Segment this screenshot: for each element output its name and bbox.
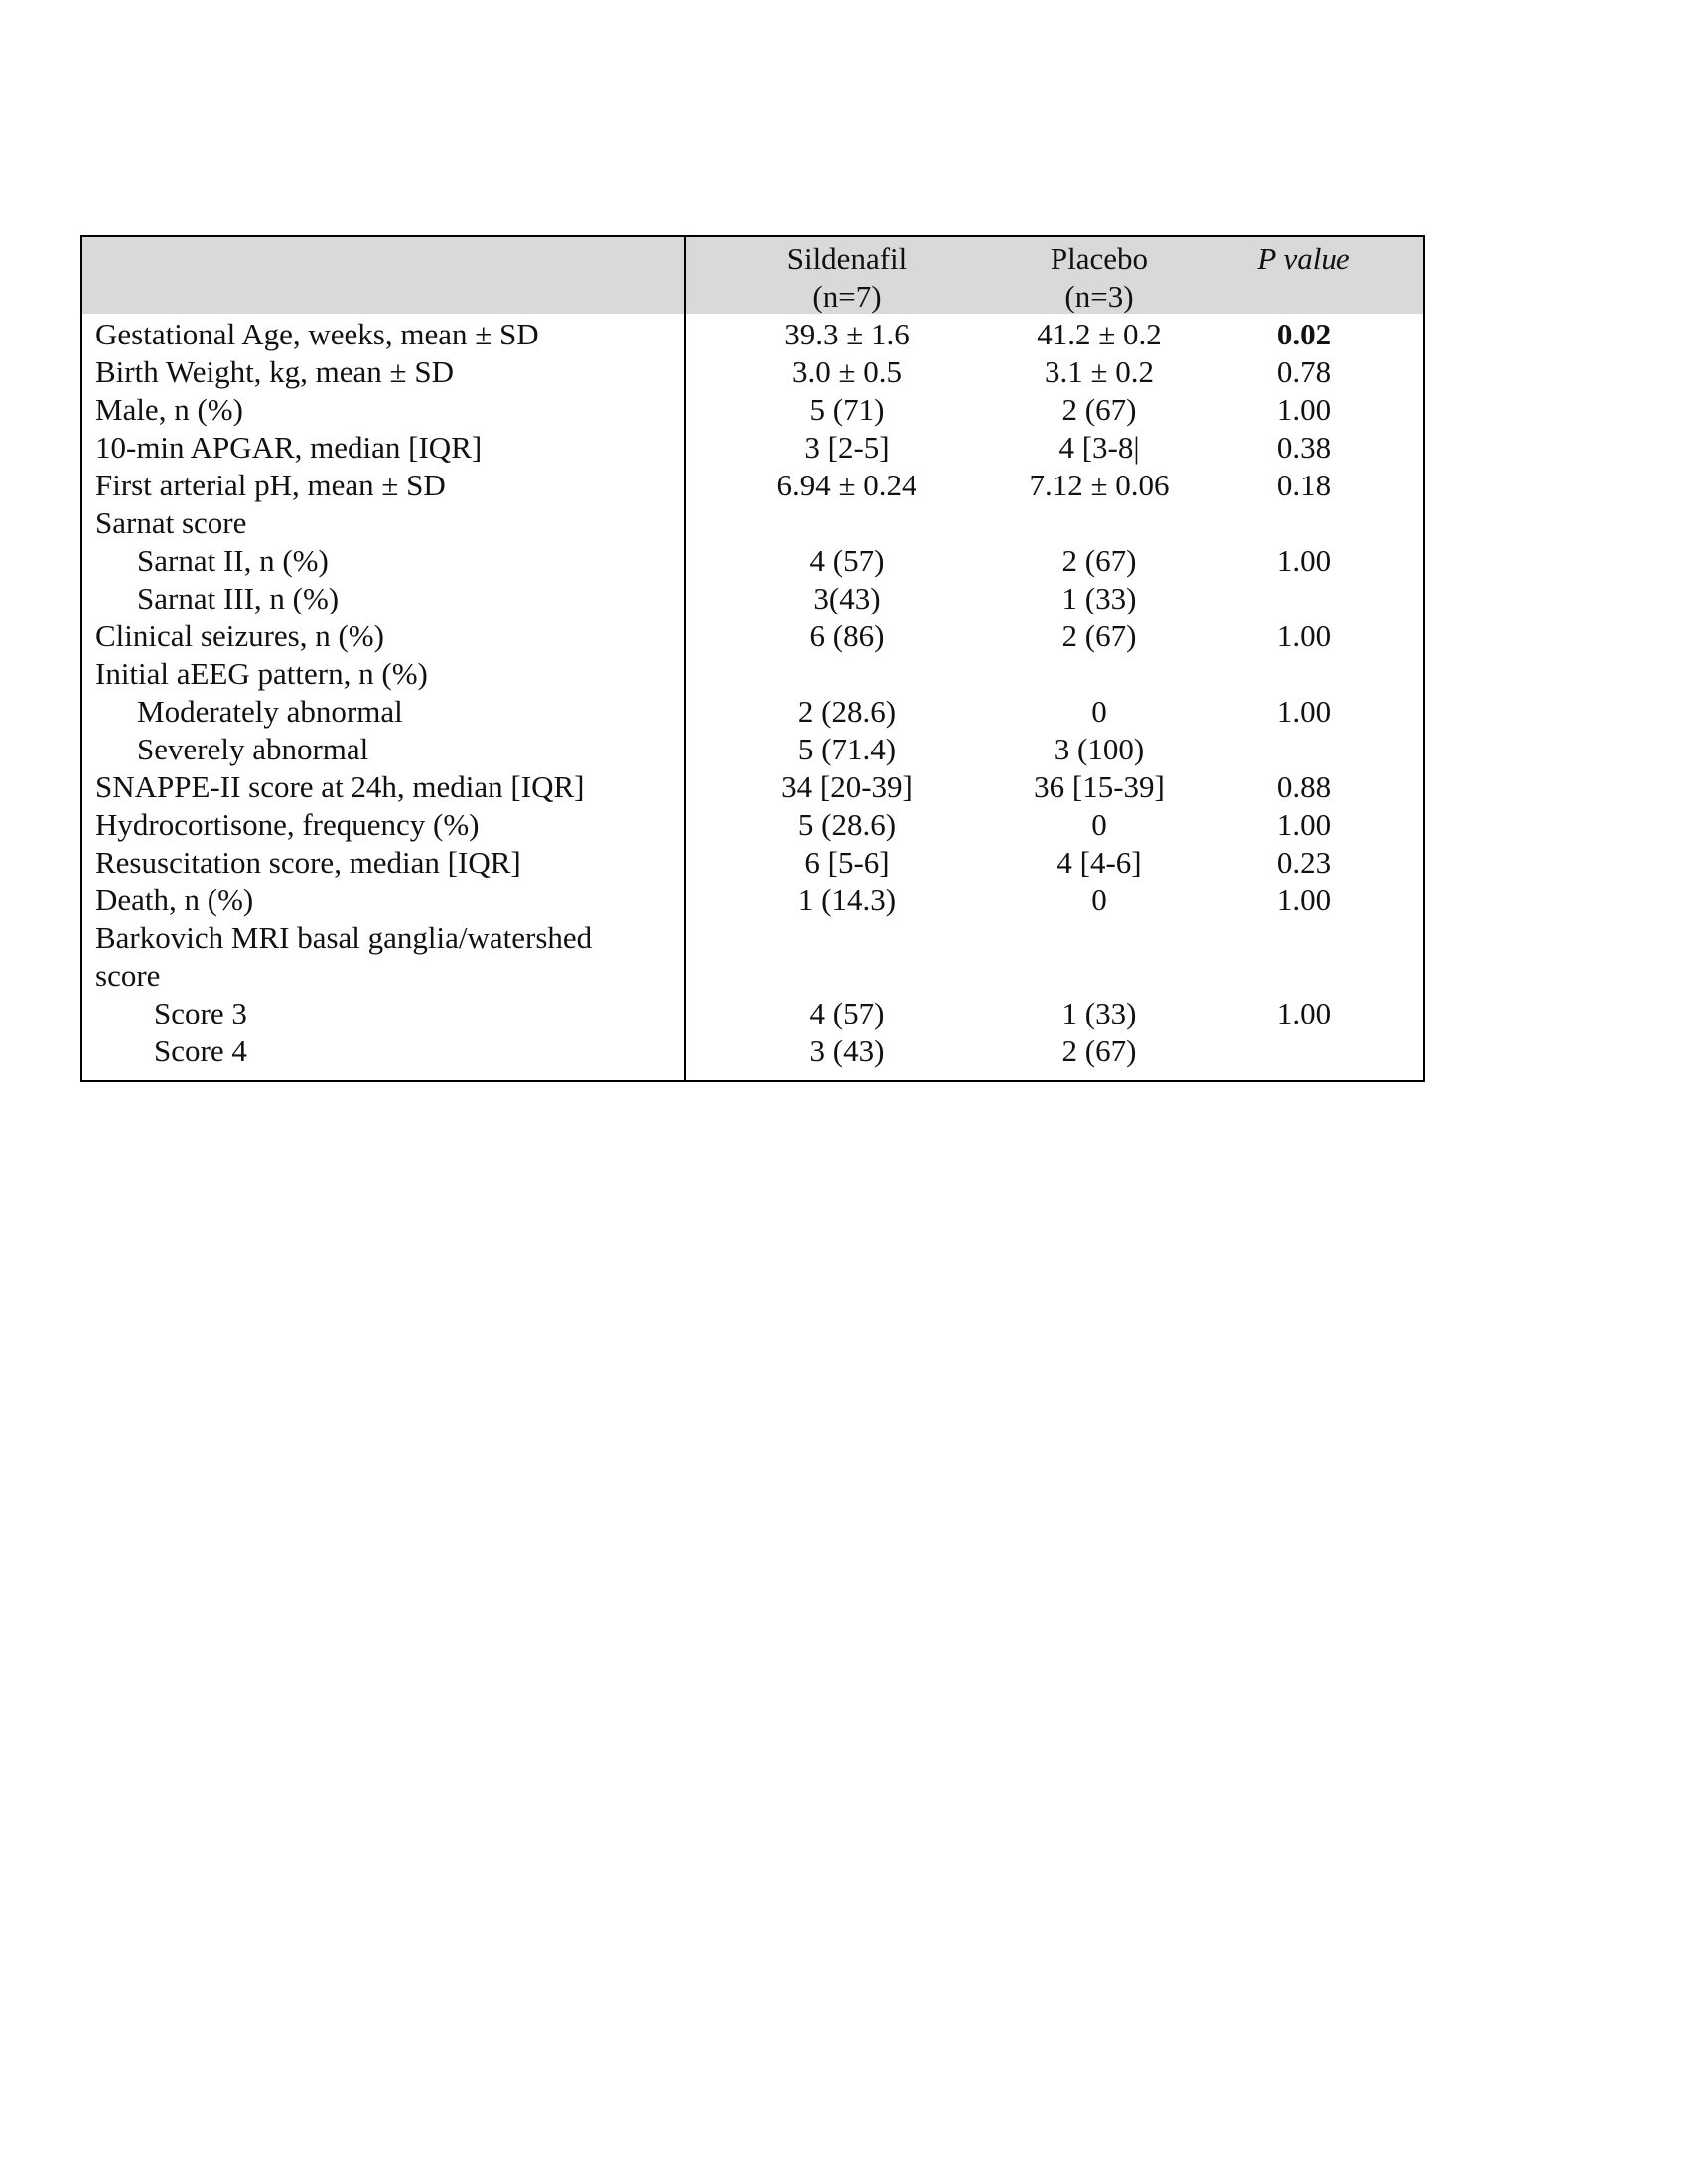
cell-placebo: 41.2 ± 0.2: [1037, 317, 1162, 351]
cell-sildenafil: 5 (71): [809, 392, 885, 427]
cell-p-value: 1.00: [1276, 996, 1332, 1030]
cell-placebo: 0: [1091, 694, 1107, 729]
header-p-value: P value: [1257, 241, 1350, 276]
cell-sildenafil: 5 (28.6): [797, 807, 897, 842]
cell-sildenafil: 3 [2-5]: [804, 430, 890, 465]
cell-sildenafil: 4 (57): [809, 543, 885, 578]
row-label: SNAPPE-II score at 24h, median [IQR]: [95, 769, 585, 804]
row-label: Score 3: [154, 996, 247, 1030]
row-label: Sarnat III, n (%): [137, 581, 340, 615]
baseline-characteristics-table: [80, 235, 1425, 1082]
row-label: Clinical seizures, n (%): [95, 618, 384, 653]
row-label: Birth Weight, kg, mean ± SD: [95, 354, 454, 389]
cell-p-value: 1.00: [1276, 807, 1332, 842]
cell-placebo: 1 (33): [1061, 581, 1137, 615]
cell-sildenafil: 4 (57): [809, 996, 885, 1030]
cell-placebo: 2 (67): [1061, 543, 1137, 578]
cell-sildenafil: 3.0 ± 0.5: [791, 354, 902, 389]
row-label: Initial aEEG pattern, n (%): [95, 656, 428, 691]
cell-sildenafil: 6 [5-6]: [804, 845, 890, 880]
cell-placebo: 2 (67): [1061, 618, 1137, 653]
cell-placebo: 3 (100): [1054, 732, 1145, 766]
cell-sildenafil: 6 (86): [809, 618, 885, 653]
row-label: Barkovich MRI basal ganglia/watershed: [95, 920, 593, 955]
cell-p-value: 1.00: [1276, 618, 1332, 653]
cell-placebo: 2 (67): [1061, 1033, 1137, 1068]
cell-sildenafil: 1 (14.3): [797, 883, 897, 917]
row-label: Severely abnormal: [137, 732, 369, 766]
cell-placebo: 4 [4-6]: [1056, 845, 1142, 880]
cell-p-value: 1.00: [1276, 883, 1332, 917]
cell-sildenafil: 3 (43): [809, 1033, 885, 1068]
row-label: Gestational Age, weeks, mean ± SD: [95, 317, 539, 351]
cell-placebo: 3.1 ± 0.2: [1044, 354, 1154, 389]
cell-p-value: 0.88: [1276, 769, 1332, 804]
row-label: Sarnat II, n (%): [137, 543, 329, 578]
row-label: Sarnat score: [95, 505, 247, 540]
cell-placebo: 1 (33): [1061, 996, 1137, 1030]
cell-placebo: 7.12 ± 0.06: [1029, 468, 1170, 502]
header-sildenafil-n: (n=7): [812, 279, 882, 314]
row-label: Death, n (%): [95, 883, 254, 917]
cell-sildenafil: 39.3 ± 1.6: [784, 317, 910, 351]
cell-sildenafil: 5 (71.4): [797, 732, 897, 766]
cell-placebo: 36 [15-39]: [1034, 769, 1165, 804]
row-label: Resuscitation score, median [IQR]: [95, 845, 521, 880]
row-label: First arterial pH, mean ± SD: [95, 468, 446, 502]
cell-placebo: 2 (67): [1061, 392, 1137, 427]
cell-p-value: 0.78: [1276, 354, 1332, 389]
cell-p-value: 0.18: [1276, 468, 1332, 502]
cell-sildenafil: 6.94 ± 0.24: [776, 468, 917, 502]
row-label: Score 4: [154, 1033, 247, 1068]
row-label: score: [95, 958, 161, 993]
cell-p-value: 1.00: [1276, 543, 1332, 578]
cell-sildenafil: 2 (28.6): [797, 694, 897, 729]
header-sildenafil: Sildenafil: [786, 241, 908, 276]
row-label: Male, n (%): [95, 392, 243, 427]
cell-p-value: 1.00: [1276, 694, 1332, 729]
column-divider: [684, 237, 686, 1080]
row-label: Hydrocortisone, frequency (%): [95, 807, 480, 842]
cell-p-value: 1.00: [1276, 392, 1332, 427]
cell-placebo: 0: [1091, 807, 1107, 842]
header-placebo-n: (n=3): [1064, 279, 1134, 314]
cell-placebo: 0: [1091, 883, 1107, 917]
cell-sildenafil: 3(43): [813, 581, 881, 615]
header-placebo: Placebo: [1050, 241, 1149, 276]
row-label: Moderately abnormal: [137, 694, 403, 729]
cell-sildenafil: 34 [20-39]: [781, 769, 913, 804]
cell-p-value: 0.23: [1276, 845, 1332, 880]
row-label: 10-min APGAR, median [IQR]: [95, 430, 483, 465]
cell-p-value: 0.02: [1276, 317, 1332, 351]
cell-p-value: 0.38: [1276, 430, 1332, 465]
cell-placebo: 4 [3-8|: [1058, 430, 1140, 465]
